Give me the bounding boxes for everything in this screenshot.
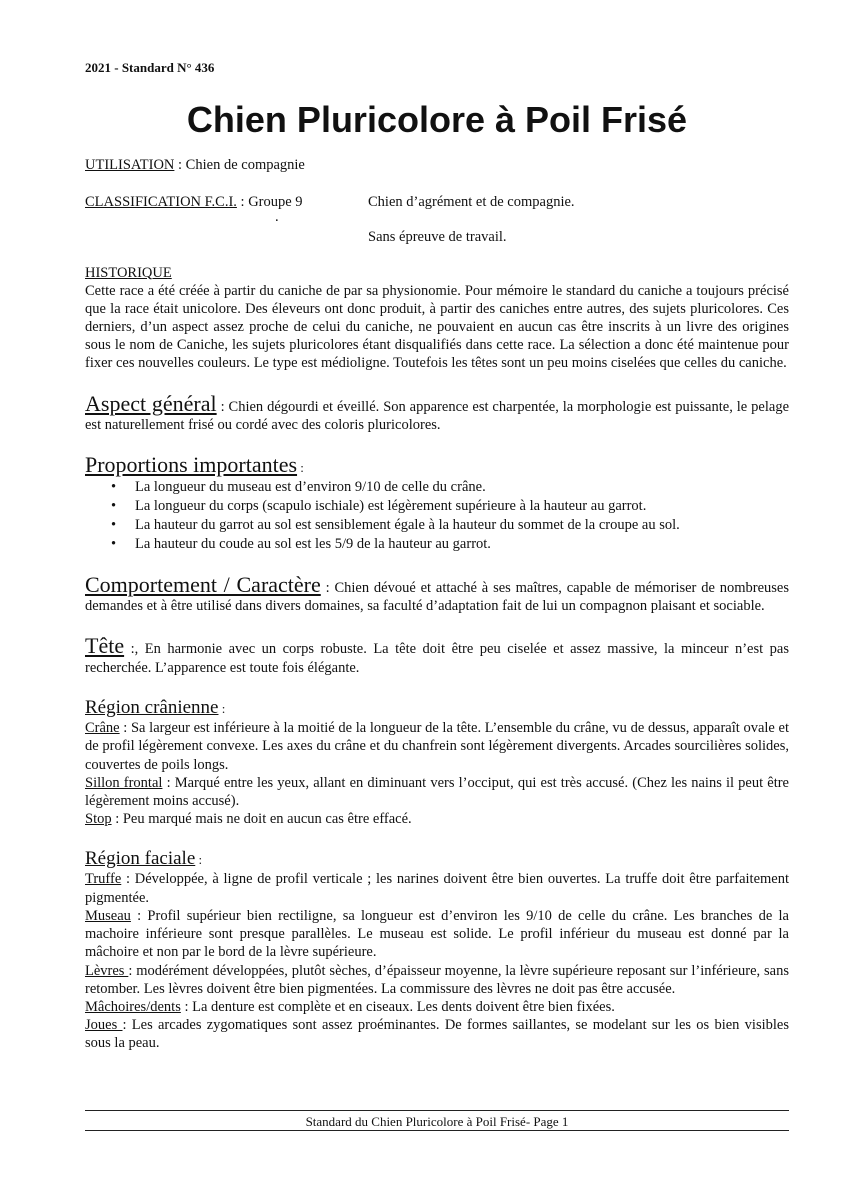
comportement-heading: Comportement / Caractère: [85, 571, 321, 597]
cranienne-section: [85, 697, 789, 828]
sillon-label: Sillon frontal: [85, 774, 163, 791]
historique-heading: HISTORIQUE: [85, 264, 172, 281]
utilisation-line: [85, 156, 789, 174]
aspect-heading: Aspect général: [85, 390, 217, 416]
footer-rule: [85, 1110, 789, 1111]
proportions-heading: Proportions importantes: [85, 452, 298, 478]
list-item: • La longueur du museau est d’environ 9/10 de celle du crâne.: [85, 478, 789, 497]
classification-dot: .: [275, 209, 279, 226]
classification-description: Chien d’agrément et de compagnie.: [368, 194, 575, 211]
tete-text: :, En harmonie avec un corps robuste. La tête doit être peu ciselée et assez massive, la minceur n’est pas recherchée. L’apparence est toute fois élégante.: [85, 641, 789, 676]
joues-text: : Les arcades zygomatiques sont assez proéminantes. De formes saillantes, se modelant sur les os bien visibles sous la peau.: [85, 1017, 789, 1052]
comportement-section: [85, 571, 789, 616]
joues-label: Joues: [85, 1017, 123, 1034]
faciale-heading: Région faciale: [85, 848, 196, 870]
classification-group: : Groupe 9: [236, 194, 303, 211]
museau-text: : Profil supérieur bien rectiligne, sa longueur est d’environ les 9/10 de celle du crâne. Les branches de la machoire inférieure sont presque parallèles. Le museau est solide. Le profil inférieur du museau est donné par la mâchoire et non par le bord de la lèvre supérieure.: [85, 907, 789, 961]
machoires-label: Mâchoires/dents: [85, 998, 181, 1015]
utilisation-label: UTILISATION: [85, 157, 175, 173]
classification-note: Sans épreuve de travail.: [368, 229, 507, 246]
faciale-section: [85, 848, 789, 1052]
utilisation-value: : Chien de compagnie: [174, 157, 305, 173]
page-footer: Standard du Chien Pluricolore à Poil Frisé- Page 1: [305, 1114, 569, 1129]
historique-section: [85, 265, 789, 373]
sillon-text: : Marqué entre les yeux, allant en diminuant vers l’occiput, qui est très accusé. (Chez les nains il peut être légèrement moins accusé).: [85, 774, 789, 810]
faciale-suffix: :: [195, 852, 203, 868]
proportions-section: [85, 454, 789, 553]
aspect-text: : Chien dégourdi et éveillé. Son apparence est charpentée, la morphologie est puissante, le pelage est naturellement frisé ou cordé avec des coloris pluricolores.: [85, 398, 790, 434]
tete-section: [85, 635, 789, 677]
cranienne-heading: Région crânienne: [85, 697, 219, 719]
museau-label: Museau: [85, 907, 131, 924]
crane-text: : Sa largeur est inférieure à la moitié de la longueur de la tête. L’ensemble du crâne, vu de dessus, apparaît ovale et de profil légèrement convexe. Les axes du crâne et du chanfrein sont légèrement divergents. Arcades sourcilières solides, couvertes de poils longs.: [85, 720, 789, 773]
proportions-list: [85, 478, 789, 554]
list-item: • La hauteur du garrot au sol est sensiblement égale à la hauteur du sommet de la croupe au sol.: [85, 516, 789, 535]
levres-text: : modérément développées, plutôt sèches, d’épaisseur moyenne, la lèvre supérieure reposant sur l’inférieure, sans retomber. Les lèvres doivent être bien pigmentées. La commissure des lèvres ne doit pas être accusée.: [85, 962, 790, 997]
classification-label: CLASSIFICATION F.C.I.: [85, 194, 237, 211]
aspect-section: [85, 390, 790, 435]
document-page: [85, 58, 789, 1053]
truffe-label: Truffe: [85, 871, 122, 888]
cranienne-suffix: :: [218, 701, 226, 717]
list-item: • La hauteur du coude au sol est les 5/9 de la hauteur au garrot.: [85, 535, 789, 554]
historique-text: Cette race a été créée à partir du caniche de par sa physionomie. Pour mémoire le standard du caniche a toujours précisé que la race était unicolore. Des éleveurs ont donc produit, à partir des caniches entre autres, des sujets pluricolores. Ces derniers, d’un aspect assez proche de celui du caniche, ne pouvaient en aucun cas être inscrits à un livre des origines sous le nom de Caniche, les sujets pluricolores étant disqualifiés dans cette race. La sélection a donc été maintenue pour fixer ces nouvelles couleurs. Le type est médioligne. Toutefois les têtes sont un peu moins ciselées que celles du caniche.: [85, 282, 789, 372]
list-item: • La longueur du corps (scapulo ischiale) est légèrement supérieure à la hauteur au garrot.: [85, 497, 789, 516]
footer-rule-bottom: [85, 1130, 789, 1131]
stop-label: Stop: [85, 811, 112, 828]
truffe-text: : Développée, à ligne de profil verticale ; les narines doivent être bien ouvertes. La truffe doit être parfaitement pigmentée.: [85, 871, 789, 906]
machoires-text: : La denture est complète et en ciseaux. Les dents doivent être bien fixées.: [180, 998, 615, 1015]
stop-text: : Peu marqué mais ne doit en aucun cas être effacé.: [111, 811, 412, 828]
tete-heading: Tête: [85, 633, 125, 659]
crane-label: Crâne: [85, 720, 120, 737]
page-title: Chien Pluricolore à Poil Frisé: [186, 99, 688, 140]
proportions-suffix: :: [297, 460, 304, 476]
levres-label: Lèvres: [85, 962, 129, 979]
classification-line: [85, 193, 789, 211]
comportement-text: : Chien dévoué et attaché à ses maîtres, capable de mémoriser de nombreuses demandes et à être utilisé dans divers domaines, sa faculté d’adaptation fait de lui un compagnon plaisant et sociable.: [85, 579, 789, 615]
standard-number: 2021 - Standard N° 436: [85, 60, 215, 75]
